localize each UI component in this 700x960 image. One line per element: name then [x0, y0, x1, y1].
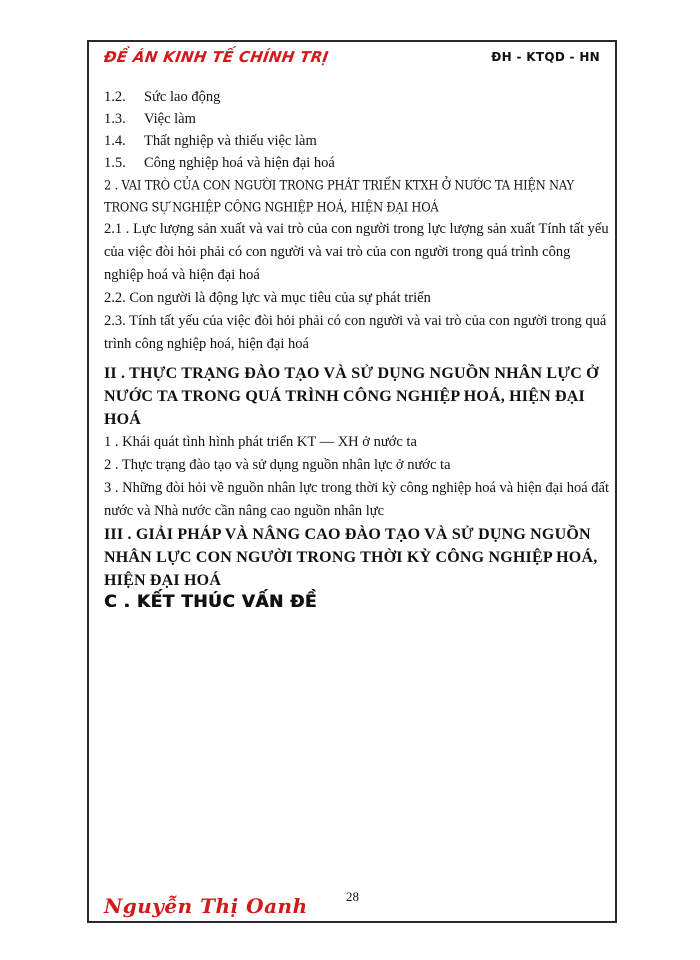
author-signature: Nguyễn Thị Oanh [104, 894, 308, 918]
paragraph: 2.1 . Lực lượng sản xuất và vai trò của con người trong lực lượng sản xuất Tính tất yếu của việc đòi hỏi phải có con người và vai trò của con người trong quá trình công nghiệp hoá và hiện đại hoá [104, 221, 609, 283]
page-number: 28 [346, 889, 359, 904]
list-item [104, 130, 612, 152]
section-2-heading: 2 . VAI TRÒ CỦA CON NGƯỜI TRONG PHÁT TRIỂN KTXH Ở NƯỚC TA HIỆN NAY TRONG SỰ NGHIỆP CÔNG NGHIỆP HOÁ, HIỆN ĐẠI HOÁ [104, 177, 574, 215]
item-number: 1.2. [104, 89, 126, 105]
item-number: 1.5. [104, 155, 126, 171]
list-item [104, 152, 612, 174]
paragraph: 2.3. Tính tất yếu của việc đòi hỏi phải có con người và vai trò của con người trong quá trình công nghiệp hoá, hiện đại hoá [104, 313, 607, 352]
section-ii-heading: II . THỰC TRẠNG ĐÀO TẠO VÀ SỬ DỤNG NGUỒN NHÂN LỰC Ở NƯỚC TA TRONG QUÁ TRÌNH CÔNG NGHIỆP HOÁ, HIỆN ĐẠI HOÁ [104, 365, 599, 428]
section-iii-heading: III . GIẢI PHÁP VÀ NÂNG CAO ĐÀO TẠO VÀ SỬ DỤNG NGUỒN NHÂN LỰC CON NGƯỜI TRONG THỜI KỲ CÔNG NGHIỆP HOÁ, HIỆN ĐẠI HOÁ [104, 526, 598, 589]
item-text: Việc làm [144, 111, 196, 127]
item-text: Thất nghiệp và thiếu việc làm [144, 133, 317, 149]
sub-item: 2 . Thực trạng đào tạo và sử dụng nguồn nhân lực ở nước ta [104, 457, 451, 473]
list-item [104, 86, 612, 108]
item-number: 1.3. [104, 111, 126, 127]
paragraph: 2.2. Con người là động lực và mục tiêu của sự phát triển [104, 290, 431, 306]
item-text: Sức lao động [144, 89, 221, 105]
item-number: 1.4. [104, 133, 126, 149]
item-text: Công nghiệp hoá và hiện đại hoá [144, 155, 335, 171]
sub-item: 3 . Những đòi hỏi về nguồn nhân lực trong thời kỳ công nghiệp hoá và hiện đại hoá đất nước và Nhà nước cần nâng cao nguồn nhân lực [104, 480, 610, 519]
sub-item: 1 . Khái quát tình hình phát triển KT — XH ở nước ta [104, 434, 417, 450]
section-c-heading: C . KẾT THÚC VẤN ĐỀ [104, 592, 317, 612]
header-org: ĐH - KTQD - HN [491, 50, 600, 64]
header-title: ĐỀ ÁN KINH TẾ CHÍNH TRỊ [102, 48, 330, 66]
document-body [104, 86, 612, 612]
list-item [104, 108, 612, 130]
